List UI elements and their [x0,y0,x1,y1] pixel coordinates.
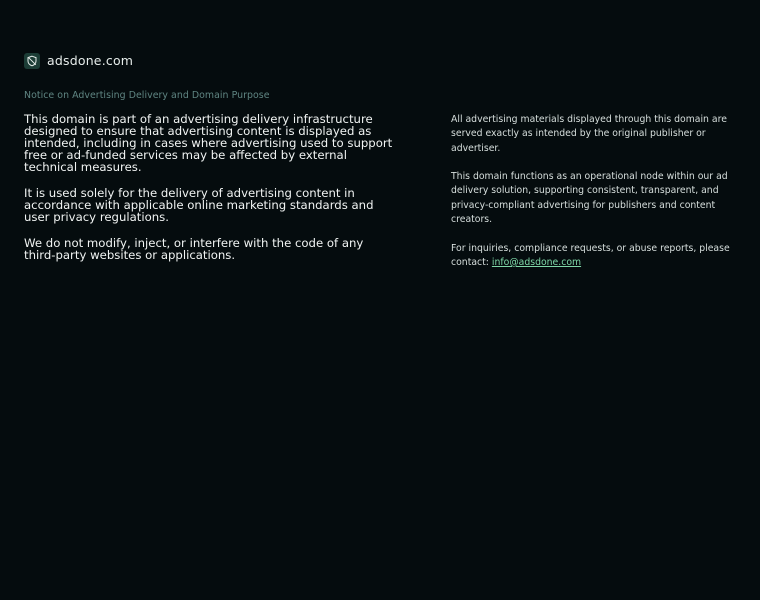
shield-slash-icon [24,53,40,69]
contact-email-link[interactable]: info@adsdone.com [491,256,582,268]
contact-text: For inquiries, compliance requests, or abuse reports, please contact: [451,242,730,268]
statement-paragraph: This domain is part of an advertising delivery infrastructure designed to ensure that advertising content is displayed as intended, including in cases where advertising used to support free or ad-funded services may be affected by external technical measures. [24,112,393,174]
details-paragraph: All advertising materials displayed through this domain are served exactly as intended by the original publisher or advertiser. [451,114,727,154]
main-statement [24,113,396,275]
statement-paragraph: We do not modify, inject, or interfere with the code of any third-party websites or applications. [24,236,364,262]
notice-heading: Notice on Advertising Delivery and Domain Purpose [24,90,270,101]
site-header [24,52,133,69]
contact-paragraph [451,242,736,271]
site-name: adsdone.com [47,53,134,68]
details-column [451,113,736,285]
details-paragraph: This domain functions as an operational node within our ad delivery solution, supporting consistent, transparent, and privacy-compliant advertising for publishers and content creators. [451,171,728,226]
statement-paragraph: It is used solely for the delivery of advertising content in accordance with applicable online marketing standards and user privacy regulations. [24,186,374,224]
